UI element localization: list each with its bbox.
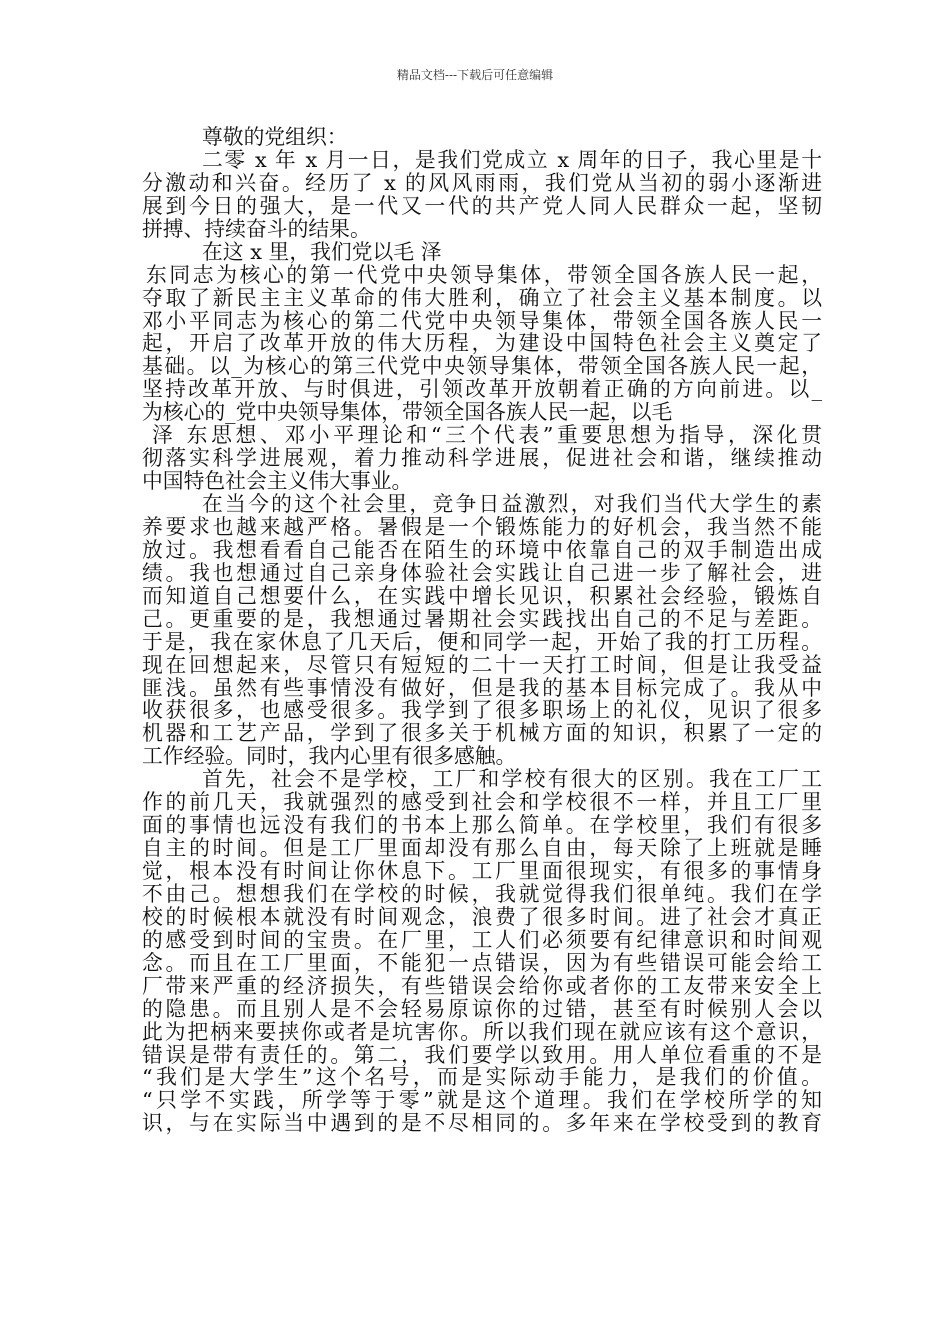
text-line: 放过。我想看看自己能否在陌生的环境中依靠自己的双手制造出成 [142, 537, 822, 562]
text-line: 首先，社会不是学校，工厂和学校有很大的区别。我在工厂工 [202, 767, 822, 792]
text-line: 此为把柄来要挟你或者是坑害你。所以我们现在就应该有这个意识， [142, 1019, 822, 1044]
text-line: 坚持改革开放、与时俱进，引领改革开放朝着正确的方向前进。以_ [142, 377, 822, 402]
text-line: 校的时候根本就没有时间观念，浪费了很多时间。进了社会才真正 [142, 904, 822, 929]
text-line: 于是，我在家休息了几天后，便和同学一起，开始了我的打工历程。 [142, 629, 822, 654]
text-line: 为核心的_党中央领导集体，带领全国各族人民一起，以毛 [142, 400, 673, 425]
text-line: 中国特色社会主义伟大事业。 [142, 469, 413, 494]
text-line: 展到今日的强大，是一代又一代的共产党人同人民群众一起，坚韧 [142, 193, 822, 218]
text-line: 自主的时间。但是工厂里面却没有那么自由，每天除了上班就是睡 [142, 836, 822, 861]
text-line: 工作经验。同时，我内心里有很多感触。 [142, 744, 517, 769]
text-line: 东同志为核心的第一代党中央领导集体，带领全国各族人民一起， [146, 262, 822, 287]
text-line: 在当今的这个社会里，竞争日益激烈，对我们当代大学生的素 [202, 492, 822, 516]
text-line: 面的事情也远没有我们的书本上那么简单。在学校里，我们有很多 [142, 813, 822, 838]
page-header: 精品文档---下载后可任意编辑 [396, 68, 554, 82]
text-line: 在这 x 里，我们党以毛 泽 [202, 239, 442, 264]
text-line: 夺取了新民主主义革命的伟大胜利，确立了社会主义基本制度。以 [142, 285, 822, 310]
text-line: 分激动和兴奋。经历了 x 的风风雨雨，我们党从当初的弱小逐渐进 [142, 170, 822, 195]
text-line: 念。而且在工厂里面，不能犯一点错误，因为有些错误可能会给工 [142, 950, 822, 975]
text-line: 彻落实科学进展观，着力推动科学进展，促进社会和谐，继续推动 [142, 446, 822, 471]
text-line: 匪浅。虽然有些事情没有做好，但是我的基本目标完成了。我从中 [142, 675, 822, 700]
text-line: 识，与在实际当中遇到的是不尽相同的。多年来在学校受到的教育 [142, 1111, 822, 1136]
text-line: 泽 东思想、邓小平理论和“三个代表”重要思想为指导，深化贯 [152, 423, 822, 448]
text-line: 觉，根本没有时间让你休息下。工厂里面很现实，有很多的事情身 [142, 859, 822, 883]
text-line: 的感受到时间的宝贵。在厂里，工人们必须要有纪律意识和时间观 [142, 927, 822, 952]
text-line: 养要求也越来越严格。暑假是一个锻炼能力的好机会，我当然不能 [142, 514, 822, 539]
text-line: 机器和工艺产品，学到了很多关于机械方面的知识，积累了一定的 [142, 721, 822, 746]
text-line: 己。更重要的是，我想通过暑期社会实践找出自己的不足与差距。 [142, 606, 822, 631]
text-line: 厂带来严重的经济损失，有些错误会给你或者你的工友带来安全上 [142, 973, 822, 998]
document-body [142, 126, 822, 1135]
text-line: 作的前几天，我就强烈的感受到社会和学校很不一样，并且工厂里 [142, 790, 822, 815]
text-line: 错误是带有责任的。第二，我们要学以致用。用人单位看重的不是 [142, 1042, 822, 1067]
text-line: 尊敬的党组织： [202, 125, 348, 149]
text-line: “只学不实践，所学等于零”就是这个道理。我们在学校所学的知 [142, 1088, 822, 1113]
text-line: 基础。以_为核心的第三代党中央领导集体，带领全国各族人民一起， [142, 354, 822, 379]
text-line: “我们是大学生”这个名号，而是实际动手能力，是我们的价值。 [142, 1065, 822, 1090]
text-line: 收获很多，也感受很多。我学到了很多职场上的礼仪，见识了很多 [142, 698, 822, 723]
text-line: 而知道自己想要什么，在实践中增长见识，积累社会经验，锻炼自 [142, 583, 822, 608]
text-line: 现在回想起来，尽管只有短短的二十一天打工时间，但是让我受益 [142, 652, 822, 677]
text-line: 绩。我也想通过自己亲身体验社会实践让自己进一步了解社会，进 [142, 560, 822, 585]
text-line: 的隐患。而且别人是不会轻易原谅你的过错，甚至有时候别人会以 [142, 996, 822, 1021]
text-line: 拼搏、持续奋斗的结果。 [142, 216, 371, 241]
text-line: 邓小平同志为核心的第二代党中央领导集体，带领全国各族人民一 [142, 308, 822, 333]
text-line: 二零 x 年 x 月一日，是我们党成立 x 周年的日子，我心里是十 [202, 147, 822, 172]
text-line: 起，开启了改革开放的伟大历程，为建设中国特色社会主义奠定了 [142, 331, 822, 356]
text-line: 不由己。想想我们在学校的时候，我就觉得我们很单纯。我们在学 [142, 881, 822, 906]
